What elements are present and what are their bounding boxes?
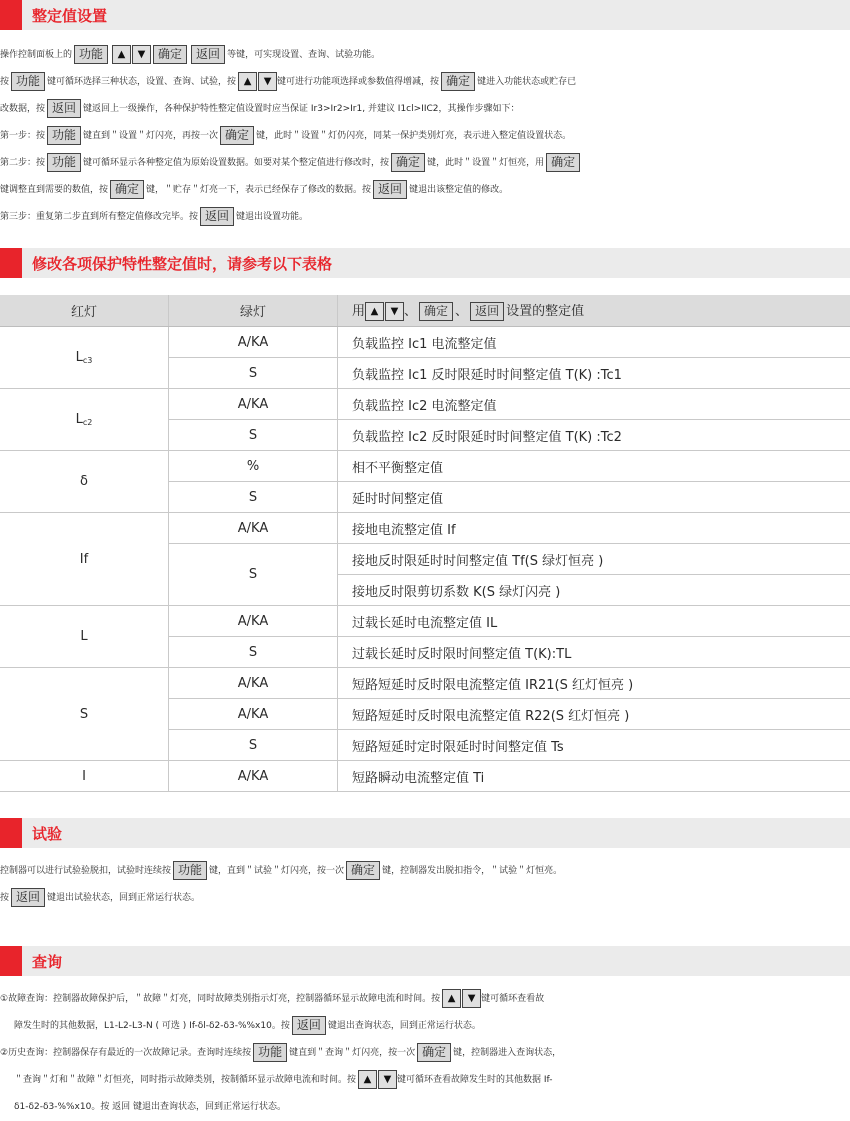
green-light-cell: S bbox=[169, 358, 338, 389]
section-title: 试验 bbox=[32, 823, 62, 844]
table-row bbox=[0, 513, 850, 544]
ok-key: 确定 bbox=[220, 126, 254, 145]
setting-cell: 短路短延时反时限电流整定值 IR21(S 红灯恒亮 ) bbox=[338, 668, 850, 699]
text: 键可循环查看故 bbox=[481, 994, 544, 1004]
header-red-light: 红灯 bbox=[0, 295, 169, 327]
red-light-cell: L bbox=[0, 606, 169, 668]
text: L bbox=[76, 412, 83, 427]
text: ②历史查询：控制器保存有最近的一次故障记录。查询时连续按 bbox=[0, 1048, 251, 1058]
step-1 bbox=[0, 123, 850, 150]
section-marker bbox=[0, 0, 22, 30]
text: 第一步：按 bbox=[0, 131, 45, 141]
text: 用 bbox=[352, 304, 365, 319]
up-arrow-icon: ▲ bbox=[112, 45, 131, 64]
header-setting bbox=[338, 295, 850, 327]
section-marker bbox=[0, 248, 22, 278]
back-key: 返回 bbox=[373, 180, 407, 199]
red-light-cell: S bbox=[0, 668, 169, 761]
section-header-query bbox=[0, 946, 850, 976]
settings-instructions bbox=[0, 42, 850, 231]
table-row bbox=[0, 451, 850, 482]
back-key: 返回 bbox=[191, 45, 225, 64]
green-light-cell: A/KA bbox=[169, 513, 338, 544]
text: 改数据，按 bbox=[0, 104, 45, 114]
settings-table bbox=[0, 295, 850, 792]
up-arrow-icon: ▲ bbox=[358, 1070, 377, 1089]
text: 键，此时＂设置＂灯恒亮，用 bbox=[427, 158, 544, 168]
subscript: c3 bbox=[83, 356, 93, 365]
text: ①故障查询：控制器故障保护后，＂故障＂灯亮，同时故障类别指示灯亮，控制器循环显示故障电流和时间。按 bbox=[0, 994, 440, 1004]
text: 键可进行功能项选择或参数值得增减，按 bbox=[277, 77, 439, 87]
green-light-cell: S bbox=[169, 637, 338, 668]
text: 设置的整定值 bbox=[506, 304, 584, 319]
down-arrow-icon: ▼ bbox=[132, 45, 151, 64]
query-line-4 bbox=[0, 1067, 850, 1094]
green-light-cell: S bbox=[169, 730, 338, 761]
text: 键，控制器发出脱扣指令，＂试验＂灯恒亮。 bbox=[382, 866, 562, 876]
setting-cell: 负载监控 Ic2 电流整定值 bbox=[338, 389, 850, 420]
header-green-light: 绿灯 bbox=[169, 295, 338, 327]
back-key: 返回 bbox=[470, 302, 504, 321]
setting-cell: 短路短延时定时限延时时间整定值 Ts bbox=[338, 730, 850, 761]
text: 等键，可实现设置、查询、试验功能。 bbox=[227, 50, 380, 60]
query-line-2 bbox=[0, 1013, 850, 1040]
green-light-cell: A/KA bbox=[169, 606, 338, 637]
text: 键，此时＂设置＂灯仍闪亮，同某一保护类别灯亮，表示进入整定值设置状态。 bbox=[256, 131, 571, 141]
red-light-cell bbox=[0, 389, 169, 451]
text: L bbox=[76, 350, 83, 365]
green-light-cell: S bbox=[169, 544, 338, 606]
ok-key: 确定 bbox=[441, 72, 475, 91]
green-light-cell: A/KA bbox=[169, 668, 338, 699]
text: 键，＂贮存＂灯亮一下，表示已经保存了修改的数据。按 bbox=[146, 185, 371, 195]
section-header-test bbox=[0, 818, 850, 848]
setting-cell: 接地反时限剪切系数 K(S 绿灯闪亮 ) bbox=[338, 575, 850, 606]
section-title: 整定值设置 bbox=[32, 5, 107, 26]
test-instructions bbox=[0, 858, 850, 912]
setting-cell: 接地反时限延时时间整定值 Tf(S 绿灯恒亮 ) bbox=[338, 544, 850, 575]
back-key: 返回 bbox=[292, 1016, 326, 1035]
text: 键可循环显示各种整定值为原始设置数据。如要对某个整定值进行修改时，按 bbox=[83, 158, 389, 168]
text: δ1-δ2-δ3-%%x10。按 返回 键退出查询状态，回到正常运行状态。 bbox=[14, 1102, 286, 1112]
section-marker bbox=[0, 946, 22, 976]
section-header-table bbox=[0, 248, 850, 278]
text: 操作控制面板上的 bbox=[0, 50, 72, 60]
green-light-cell: A/KA bbox=[169, 327, 338, 358]
text: 控制器可以进行试验验脱扣，试验时连续按 bbox=[0, 866, 171, 876]
green-light-cell: A/KA bbox=[169, 761, 338, 792]
section-header-settings bbox=[0, 0, 850, 30]
green-light-cell: S bbox=[169, 482, 338, 513]
intro-line-3 bbox=[0, 96, 850, 123]
ok-key: 确定 bbox=[419, 302, 453, 321]
text: 键返回上一级操作，各种保护特性整定值设置时应当保证 Ir3>Ir2>Ir1, 并建议 I1cl>IIC2，其操作步骤如下： bbox=[83, 104, 519, 114]
test-line-2 bbox=[0, 885, 850, 912]
table-row bbox=[0, 606, 850, 637]
ok-key: 确定 bbox=[546, 153, 580, 172]
ok-key: 确定 bbox=[346, 861, 380, 880]
down-arrow-icon: ▼ bbox=[462, 989, 481, 1008]
step-3 bbox=[0, 204, 850, 231]
table-row bbox=[0, 389, 850, 420]
ok-key: 确定 bbox=[153, 45, 187, 64]
up-arrow-icon: ▲ bbox=[365, 302, 384, 321]
query-line-5 bbox=[0, 1094, 850, 1121]
red-light-cell: δ bbox=[0, 451, 169, 513]
text: 键可循环选择三种状态，设置、查询、试验，按 bbox=[47, 77, 236, 87]
back-key: 返回 bbox=[200, 207, 234, 226]
text: 键直到＂查询＂灯闪亮，按一次 bbox=[289, 1048, 415, 1058]
intro-line-1 bbox=[0, 42, 850, 69]
text: 、 bbox=[455, 304, 468, 319]
green-light-cell: A/KA bbox=[169, 699, 338, 730]
setting-cell: 过载长延时反时限时间整定值 T(K):TL bbox=[338, 637, 850, 668]
text: ＂查询＂灯和＂故障＂灯恒亮，同时指示故障类别，按制循环显示故障电流和时间。按 bbox=[14, 1075, 356, 1085]
step-2-cont bbox=[0, 177, 850, 204]
text: 第二步：按 bbox=[0, 158, 45, 168]
back-key: 返回 bbox=[47, 99, 81, 118]
text: 按 bbox=[0, 893, 9, 903]
up-arrow-icon: ▲ bbox=[238, 72, 257, 91]
setting-cell: 负载监控 Ic2 反时限延时时间整定值 T(K) :Tc2 bbox=[338, 420, 850, 451]
setting-cell: 负载监控 Ic1 电流整定值 bbox=[338, 327, 850, 358]
test-line-1 bbox=[0, 858, 850, 885]
table-header-row bbox=[0, 295, 850, 327]
func-key: 功能 bbox=[47, 153, 81, 172]
section-title: 修改各项保护特性整定值时，请参考以下表格 bbox=[32, 253, 332, 274]
setting-cell: 负载监控 Ic1 反时限延时时间整定值 T(K) :Tc1 bbox=[338, 358, 850, 389]
green-light-cell: A/KA bbox=[169, 389, 338, 420]
text: 键退出试验状态，回到正常运行状态。 bbox=[47, 893, 200, 903]
ok-key: 确定 bbox=[417, 1043, 451, 1062]
subscript: c2 bbox=[83, 418, 93, 427]
table-row bbox=[0, 668, 850, 699]
setting-cell: 短路瞬动电流整定值 Ti bbox=[338, 761, 850, 792]
query-line-1 bbox=[0, 986, 850, 1013]
red-light-cell: If bbox=[0, 513, 169, 606]
text: 键退出设置功能。 bbox=[236, 212, 308, 222]
query-instructions bbox=[0, 986, 850, 1121]
intro-line-2 bbox=[0, 69, 850, 96]
green-light-cell: % bbox=[169, 451, 338, 482]
red-light-cell: I bbox=[0, 761, 169, 792]
section-title: 查询 bbox=[32, 951, 62, 972]
text: 键直到＂设置＂灯闪亮，再按一次 bbox=[83, 131, 218, 141]
down-arrow-icon: ▼ bbox=[385, 302, 404, 321]
table-row bbox=[0, 327, 850, 358]
setting-cell: 接地电流整定值 If bbox=[338, 513, 850, 544]
func-key: 功能 bbox=[253, 1043, 287, 1062]
step-2 bbox=[0, 150, 850, 177]
func-key: 功能 bbox=[173, 861, 207, 880]
func-key: 功能 bbox=[47, 126, 81, 145]
setting-cell: 过载长延时电流整定值 IL bbox=[338, 606, 850, 637]
down-arrow-icon: ▼ bbox=[378, 1070, 397, 1089]
text: 键调整直到需要的数值，按 bbox=[0, 185, 108, 195]
section-marker bbox=[0, 818, 22, 848]
text: 键退出该整定值的修改。 bbox=[409, 185, 508, 195]
setting-cell: 延时时间整定值 bbox=[338, 482, 850, 513]
text: 第三步：重复第二步直到所有整定值修改完毕。按 bbox=[0, 212, 198, 222]
table-row bbox=[0, 761, 850, 792]
down-arrow-icon: ▼ bbox=[258, 72, 277, 91]
back-key: 返回 bbox=[11, 888, 45, 907]
ok-key: 确定 bbox=[391, 153, 425, 172]
func-key: 功能 bbox=[74, 45, 108, 64]
up-arrow-icon: ▲ bbox=[442, 989, 461, 1008]
text: 键，控制器进入查询状态， bbox=[453, 1048, 561, 1058]
setting-cell: 相不平衡整定值 bbox=[338, 451, 850, 482]
query-line-3 bbox=[0, 1040, 850, 1067]
text: 键进入功能状态或贮存已 bbox=[477, 77, 576, 87]
func-key: 功能 bbox=[11, 72, 45, 91]
text: 键可循环查看故障发生时的其他数据 If- bbox=[397, 1075, 552, 1085]
text: 键退出查询状态，回到正常运行状态。 bbox=[328, 1021, 481, 1031]
text: 障发生时的其他数据，L1-L2-L3-N ( 可选 ) If-δl-δ2-δ3-%%x10。按 bbox=[14, 1021, 290, 1031]
setting-cell: 短路短延时反时限电流整定值 R22(S 红灯恒亮 ) bbox=[338, 699, 850, 730]
text: 键，直到＂试验＂灯闪亮，按一次 bbox=[209, 866, 344, 876]
text: 、 bbox=[404, 304, 417, 319]
green-light-cell: S bbox=[169, 420, 338, 451]
ok-key: 确定 bbox=[110, 180, 144, 199]
red-light-cell bbox=[0, 327, 169, 389]
text: 按 bbox=[0, 77, 9, 87]
